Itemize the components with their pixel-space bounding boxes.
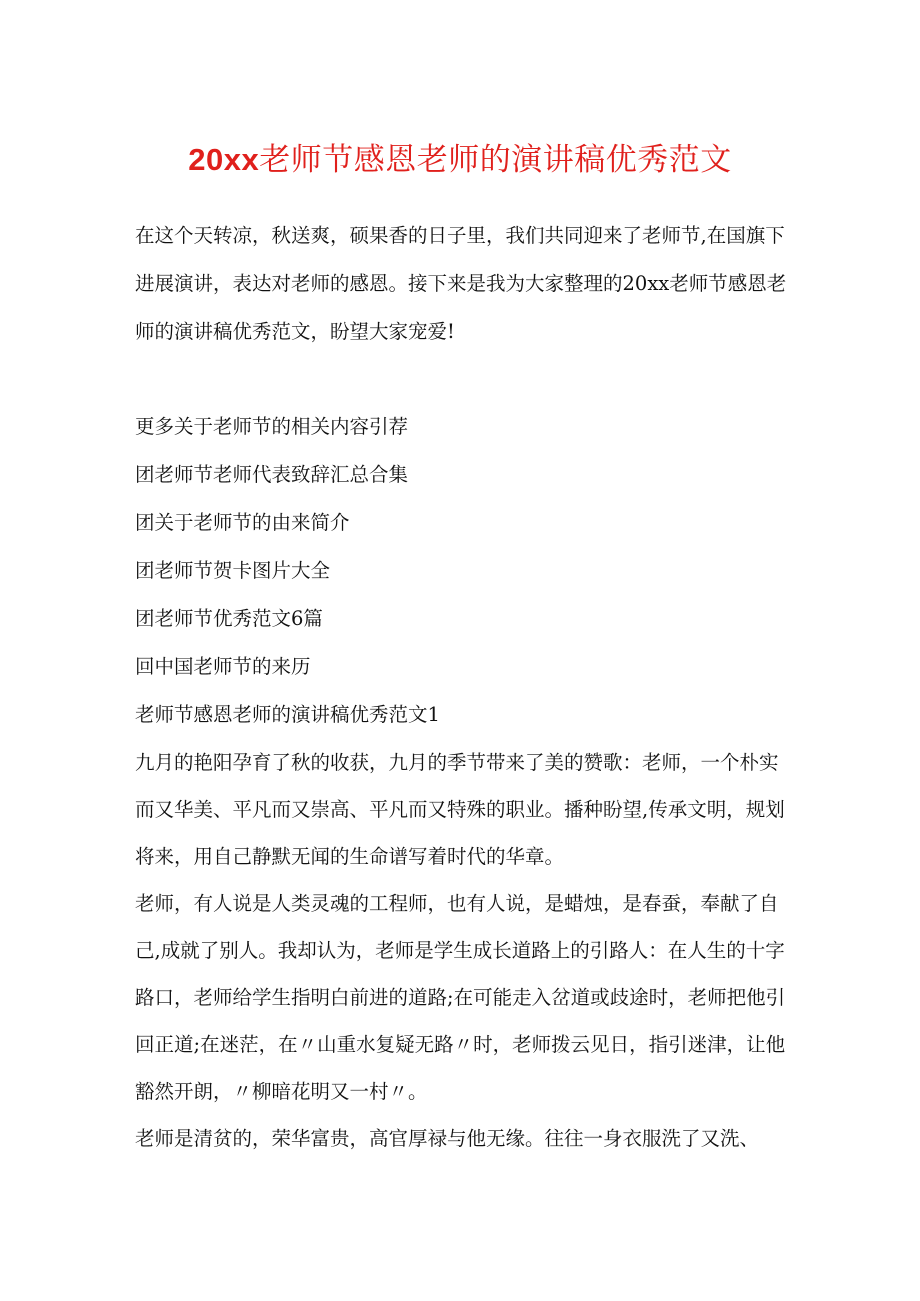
related-links-block (135, 403, 790, 739)
body-section (135, 739, 790, 1162)
intro-block (135, 212, 790, 356)
title-text: 老师节感恩老师的演讲稿优秀范文 (259, 142, 732, 178)
related-link-3[interactable]: 团老师节贺卡图片大全 (135, 559, 331, 582)
intro-paragraph: 在这个天转凉，秋送爽，硕果香的日子里，我们共同迎来了老师节,在国旗下进展演讲，表达对老师的感恩。接下来是我为大家整理的20xx老师节感恩老师的演讲稿优秀范文，盼望大家宠爱! (135, 224, 787, 343)
related-heading: 更多关于老师节的相关内容引荐 (135, 415, 409, 438)
title-number: 20xx (188, 142, 260, 177)
related-link-2[interactable]: 团关于老师节的由来简介 (135, 511, 350, 534)
body-paragraph-3: 老师是清贫的，荣华富贵，高官厚禄与他无缘。往往一身衣服洗了又洗、 (135, 1127, 760, 1150)
section-heading: 老师节感恩老师的演讲稿优秀范文1 (135, 703, 440, 726)
body-paragraph-1: 九月的艳阳孕育了秋的收获，九月的季节带来了美的赞歌：老师，一个朴实而又华美、平凡而又崇高、平凡而又特殊的职业。播种盼望,传承文明，规划将来，用自己静默无闻的生命谱写着时代的华章。 (135, 751, 785, 868)
related-link-1[interactable]: 团老师节老师代表致辞汇总合集 (135, 463, 409, 486)
related-link-5[interactable]: 回中国老师节的来历 (135, 655, 311, 678)
related-link-4[interactable]: 团老师节优秀范文6篇 (135, 607, 323, 630)
document-title (0, 138, 920, 182)
body-paragraph-2: 老师，有人说是人类灵魂的工程师，也有人说，是蜡烛，是春蚕，奉献了自己,成就了别人。我却认为，老师是学生成长道路上的引路人：在人生的十字路口，老师给学生指明白前进的道路;在可能走入岔道或歧途时，老师把他引回正道;在迷茫，在〃山重水复疑无路〃时，老师拨云见日，指引迷津，让他豁然开朗，〃柳暗花明又一村〃。 (135, 892, 786, 1103)
